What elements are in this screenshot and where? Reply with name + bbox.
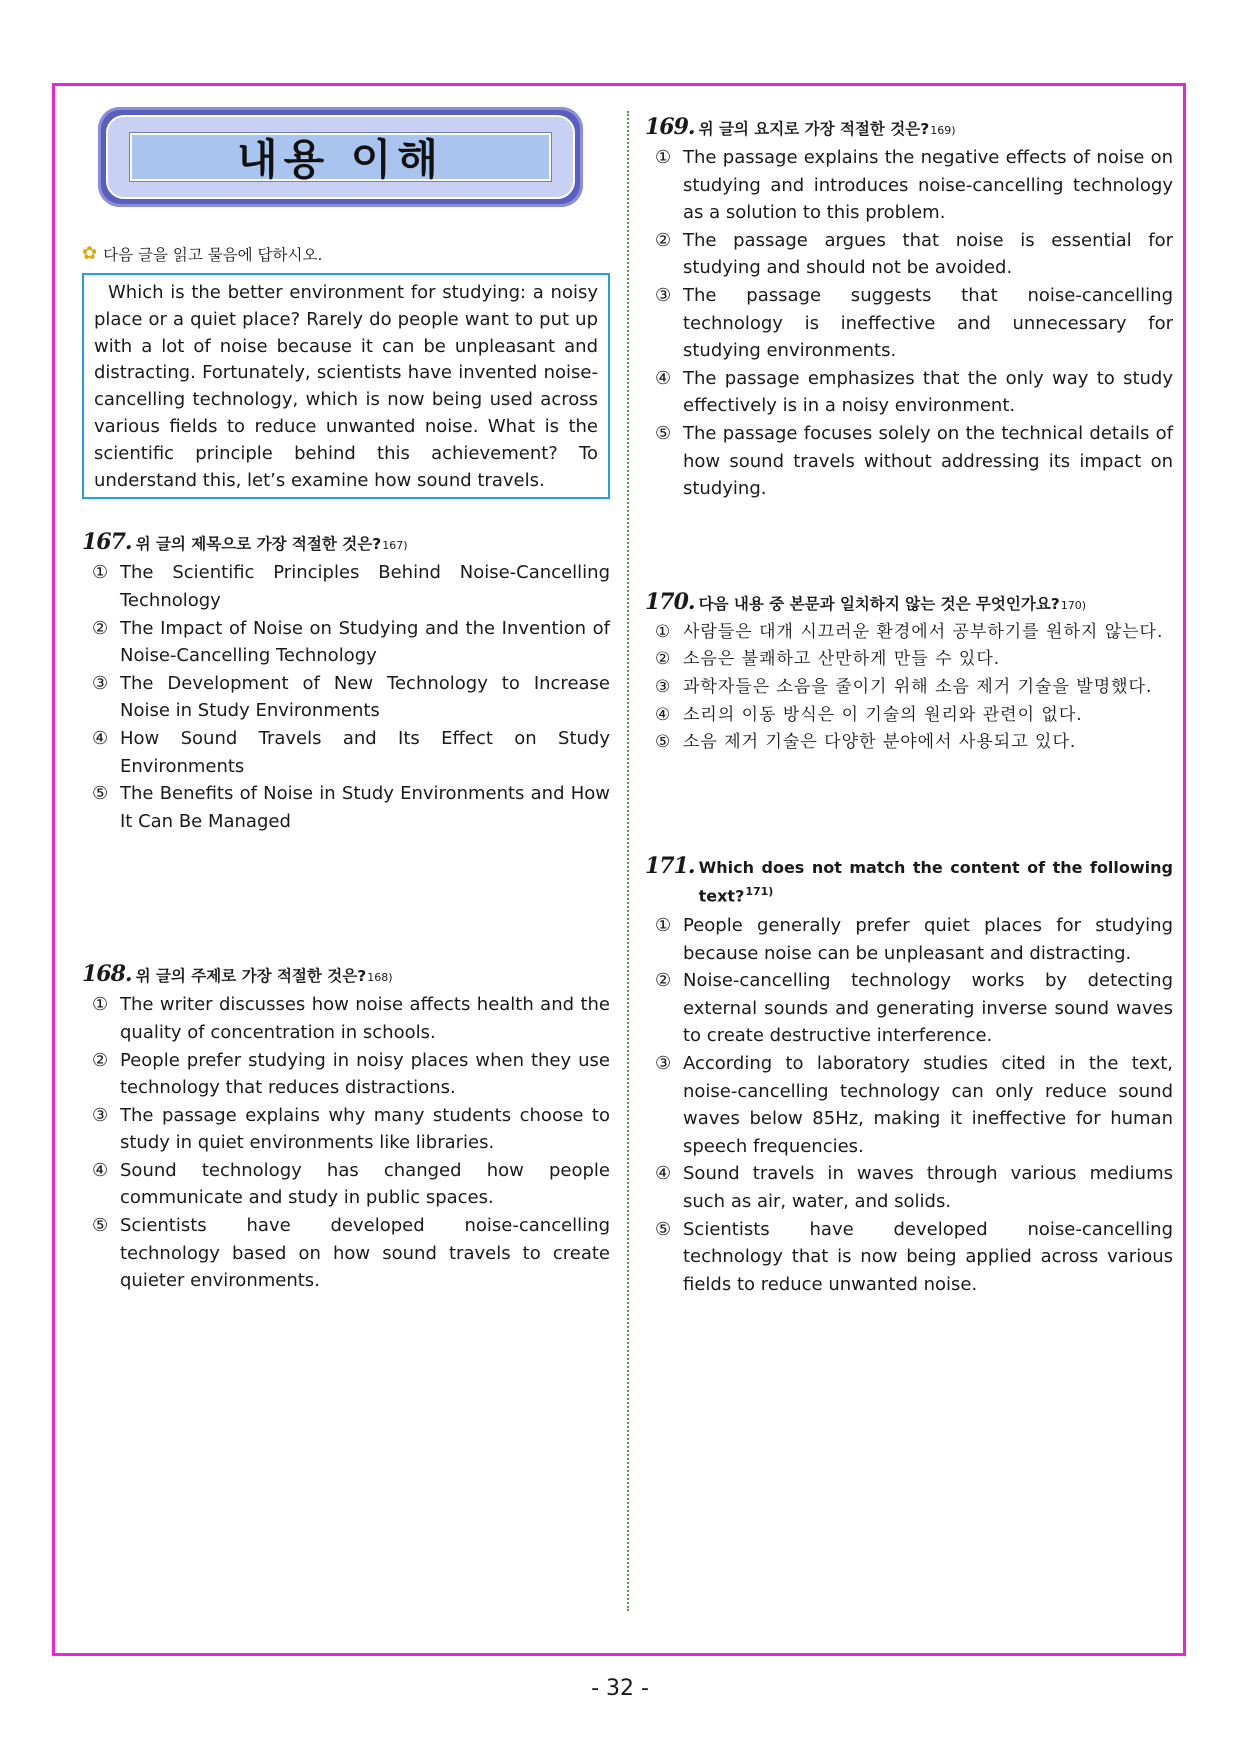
option-4[interactable]: ④ The passage emphasizes that the only way to study effectively is in a noisy environment. (655, 367, 1173, 417)
option-4[interactable]: ④ How Sound Travels and Its Effect on Study Environments (92, 727, 610, 777)
question-number: 168. (82, 961, 132, 988)
question-number: 171. (645, 852, 695, 879)
footnote-ref: 171) (745, 884, 774, 898)
question-number: 169. (645, 114, 695, 140)
option-1[interactable]: ① The writer discusses how noise affects health and the quality of concentration in schools. (92, 994, 610, 1043)
option-5[interactable]: ⑤ Scientists have developed noise-cancelling technology that is now being applied across various fields to reduce unwanted noise. (655, 1218, 1173, 1295)
option-4[interactable]: ④ Sound travels in waves through various mediums such as air, water, and solids. (655, 1163, 1173, 1212)
option-list (82, 559, 610, 835)
option-1[interactable]: ① The passage explains the negative effects of noise on studying and introduces noise-cancelling technology as a solution to this problem. (655, 147, 1173, 224)
flower-icon: ✿ (82, 243, 98, 264)
question-prompt: 위 글의 제목으로 가장 적절한 것은? (135, 535, 382, 554)
page-number: - 32 - (591, 1676, 649, 1701)
option-2[interactable]: ② People prefer studying in noisy places when they use technology that reduces distractions. (92, 1049, 610, 1099)
question-167 (82, 529, 610, 835)
footnote-ref: 167) (382, 539, 408, 553)
option-3[interactable]: ③ The Development of New Technology to Increase Noise in Study Environments (92, 672, 610, 722)
passage-text: Which is the better environment for studying: a noisy place or a quiet place? Rarely do people want to put up with a lot of noise because it can be unpleasant and distracting. Fortunately, scientists have invented noise-cancelling technology, which is now being used across various fields to reduce unwanted noise. What is the scientific principle behind this achievement? To understand this, let’s examine how sound travels. (94, 282, 598, 491)
option-2[interactable]: ② The passage argues that noise is essential for studying and should not be avoided. (655, 229, 1173, 279)
question-number: 167. (82, 529, 132, 556)
option-3[interactable]: ③ 과학자들은 소음을 줄이기 위해 소음 제거 기술을 발명했다. (655, 676, 1153, 697)
footnote-ref: 170) (1060, 598, 1087, 612)
section-banner (98, 107, 583, 207)
instruction-text: 다음 글을 읽고 물음에 답하시오. (103, 246, 323, 264)
section-title: 내용 이해 (237, 135, 444, 184)
option-5[interactable]: ⑤ The Benefits of Noise in Study Environments and How It Can Be Managed (92, 783, 610, 832)
option-2[interactable]: ② Noise-cancelling technology works by detecting external sounds and generating inverse sound waves to create destructive interference. (655, 970, 1173, 1047)
option-list (645, 619, 1173, 757)
footnote-ref: 168) (367, 971, 393, 985)
option-1[interactable]: ① The Scientific Principles Behind Noise-Cancelling Technology (92, 562, 610, 611)
option-3[interactable]: ③ The passage suggests that noise-cancelling technology is ineffective and unnecessary for studying environments. (655, 284, 1173, 362)
column-divider (627, 111, 629, 1611)
option-4[interactable]: ④ 소리의 이동 방식은 이 기술의 원리와 관련이 없다. (655, 704, 1083, 725)
option-5[interactable]: ⑤ The passage focuses solely on the technical details of how sound travels without addressing its impact on studying. (655, 422, 1173, 500)
option-2[interactable]: ② 소음은 불쾌하고 산만하게 만들 수 있다. (655, 649, 1001, 670)
option-list (645, 912, 1173, 1298)
footnote-ref: 169) (930, 124, 956, 137)
left-column (82, 107, 610, 1295)
option-5[interactable]: ⑤ 소음 제거 기술은 다양한 분야에서 사용되고 있다. (655, 732, 1077, 753)
option-list (82, 991, 610, 1295)
option-5[interactable]: ⑤ Scientists have developed noise-cancelling technology based on how sound travels to create quieter environments. (92, 1215, 610, 1292)
passage-box (82, 273, 610, 499)
right-column (645, 114, 1173, 1298)
question-169 (645, 114, 1173, 503)
option-1[interactable]: ① 사람들은 대개 시끄러운 환경에서 공부하기를 원하지 않는다. (655, 621, 1164, 642)
option-3[interactable]: ③ According to laboratory studies cited in the text, noise-cancelling technology can only reduce sound waves below 85Hz, making it ineffective for human speech frequencies. (655, 1052, 1173, 1157)
question-number: 170. (645, 588, 695, 615)
question-prompt: 위 글의 요지로 가장 적절한 것은? (698, 120, 930, 138)
question-prompt: 다음 내용 중 본문과 일치하지 않는 것은 무엇인가요? (698, 594, 1060, 613)
option-2[interactable]: ② The Impact of Noise on Studying and the Invention of Noise-Cancelling Technology (92, 617, 610, 667)
question-prompt: 위 글의 주제로 가장 적절한 것은? (135, 967, 367, 986)
option-list (645, 144, 1173, 503)
instruction (82, 243, 610, 265)
question-171 (645, 853, 1173, 1299)
question-170 (645, 589, 1173, 757)
option-4[interactable]: ④ Sound technology has changed how people communicate and study in public spaces. (92, 1159, 610, 1209)
question-168 (82, 961, 610, 1295)
question-prompt: Which does not match the content of the following text? (698, 857, 1173, 906)
option-3[interactable]: ③ The passage explains why many students choose to study in quiet environments like libraries. (92, 1104, 610, 1154)
option-1[interactable]: ① People generally prefer quiet places for studying because noise can be unpleasant and distracting. (655, 915, 1173, 964)
